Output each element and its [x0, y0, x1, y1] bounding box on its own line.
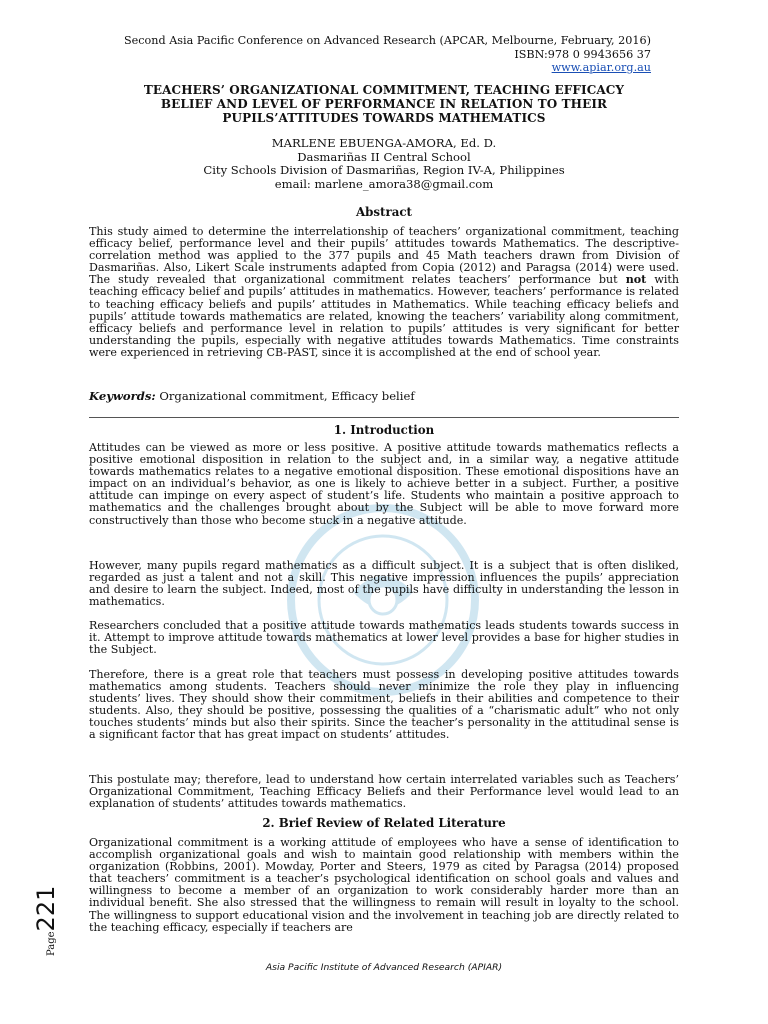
author-email: email: marlene_amora38@gmail.com	[274, 176, 494, 191]
title-line-2: BELIEF AND LEVEL OF PERFORMANCE IN RELATION TO THEIR	[160, 97, 608, 111]
intro-paragraph-4: Therefore, there is a great role that teachers must possess in developing positive attitudes towards mathematics among students. Teachers should never minimize the role they play in influencing students’ lives. They should show their commitment, beliefs in their abilities and competence to their students. Also, they should be positive, possessing the qualities of a “charismatic adult” who not only touches students’ minds but also their spirits. Since the teacher’s personality in the attitudinal sense is a significant factor that has great impact on students’ attitudes.	[89, 668, 679, 742]
page-number	[22, 878, 82, 968]
intro-paragraph-1: Attitudes can be viewed as more or less positive. A positive attitude towards mathematics reflects a positive emotional disposition in relation to the subject and, in a similar way, a negative attitude towards mathematics relates to a negative emotional disposition. These emotional dispositions have an impact on an individual’s behavior, as one is likely to achieve better in a subject. Further, a positive attitude can impinge on every aspect of student’s life. Students who maintain a positive approach to mathematics and the challenges brought about by the Subject will be able to move forward more constructively than those who become stuck in a negative attitude.	[89, 441, 679, 527]
abstract-body	[89, 226, 679, 359]
section-introduction-heading: 1. Introduction	[333, 423, 435, 437]
isbn: ISBN:978 0 9943656 37	[514, 47, 651, 61]
running-header	[124, 34, 651, 75]
abstract-text-a: This study aimed to determine the interrelationship of teachers’ organizational commitment, teaching efficacy belief, performance level and their pupils’ attitudes towards Mathematics. The descriptive-correlation method was applied to the 377 pupils and 45 Math teachers drawn from Division of Dasmariñas. Also, Likert Scale instruments adapted from Copia (2012) and Paragsa (2014) were used. The study revealed that organizational commitment relates teachers’ performance but	[89, 225, 679, 287]
section-literature-heading: 2. Brief Review of Related Literature	[262, 816, 506, 830]
conference-name: Second Asia Pacific Conference on Advanced Research (APCAR, Melbourne, February, 2016)	[124, 34, 651, 47]
abstract-heading: Abstract	[356, 205, 412, 219]
abstract-text-b: with teaching efficacy belief and pupils’ attitudes in mathematics. However, teachers’ performance is related to teaching efficacy beliefs and pupils’ attitudes in Mathematics. While teaching efficacy beliefs and pupils’ attitude towards mathematics are related, knowing the teachers’ variability along commitment, efficacy beliefs and performance level in relation to pupils’ attitudes is very significant for better understanding the pupils, especially with negative attitudes towards Mathematics. Time constraints were experienced in retrieving CB-PAST, since it is accomplished at the end of school year.	[89, 273, 679, 359]
intro-paragraph-3: Researchers concluded that a positive attitude towards mathematics leads students towards success in it. Attempt to improve attitude towards mathematics at lower level provides a base for higher studies in the Subject.	[89, 619, 679, 657]
page-label: Page	[46, 931, 57, 956]
intro-paragraph-2: However, many pupils regard mathematics as a difficult subject. It is a subject that is often disliked, regarded as just a talent and not a skill. This negative impression influences the pupils’ appreciation and desire to learn the subject. Indeed, most of the pupils have difficulty in understanding the lesson in mathematics.	[89, 559, 679, 609]
author-block	[90, 137, 678, 191]
running-footer: Asia Pacific Institute of Advanced Research (APIAR)	[265, 962, 503, 973]
section-divider	[89, 417, 679, 418]
author-name: MARLENE EBUENGA-AMORA, Ed. D.	[271, 136, 497, 150]
abstract-emphasis: not	[625, 273, 647, 287]
page-number-value: 221	[32, 885, 60, 932]
keywords-label: Keywords:	[89, 389, 156, 403]
website-link[interactable]: www.apiar.org.au	[551, 61, 651, 74]
keywords-text: Organizational commitment, Efficacy belief	[155, 389, 415, 403]
author-school: Dasmariñas II Central School	[297, 149, 471, 164]
title-line-3: PUPILS’ATTITUDES TOWARDS MATHEMATICS	[222, 111, 546, 125]
author-division: City Schools Division of Dasmariñas, Region IV-A, Philippines	[203, 163, 565, 177]
keywords	[89, 390, 679, 402]
title-line-1: TEACHERS’ ORGANIZATIONAL COMMITMENT, TEACHING EFFICACY	[143, 83, 625, 97]
literature-paragraph-1: Organizational commitment is a working attitude of employees who have a sense of identification to accomplish organizational goals and wish to maintain good relationship with members within the organization (Robbins, 2001). Mowday, Porter and Steers, 1979 as cited by Paragsa (2014) proposed that teachers’ commitment is a teacher’s psychological identification on school goals and values and willingness to become a member of an organization to work considerably harder more than an individual benefit. She also stressed that the willingness to remain will result in loyalty to the school. The willingness to support educational vision and the involvement in teaching job are directly related to the teaching efficacy, especially if teachers are	[89, 836, 679, 934]
intro-paragraph-5: This postulate may; therefore, lead to understand how certain interrelated variables such as Teachers’ Organizational Commitment, Teaching Efficacy Beliefs and their Performance level would lead to an explanation of students’ attitudes towards mathematics.	[89, 773, 679, 811]
paper-title	[90, 83, 678, 125]
